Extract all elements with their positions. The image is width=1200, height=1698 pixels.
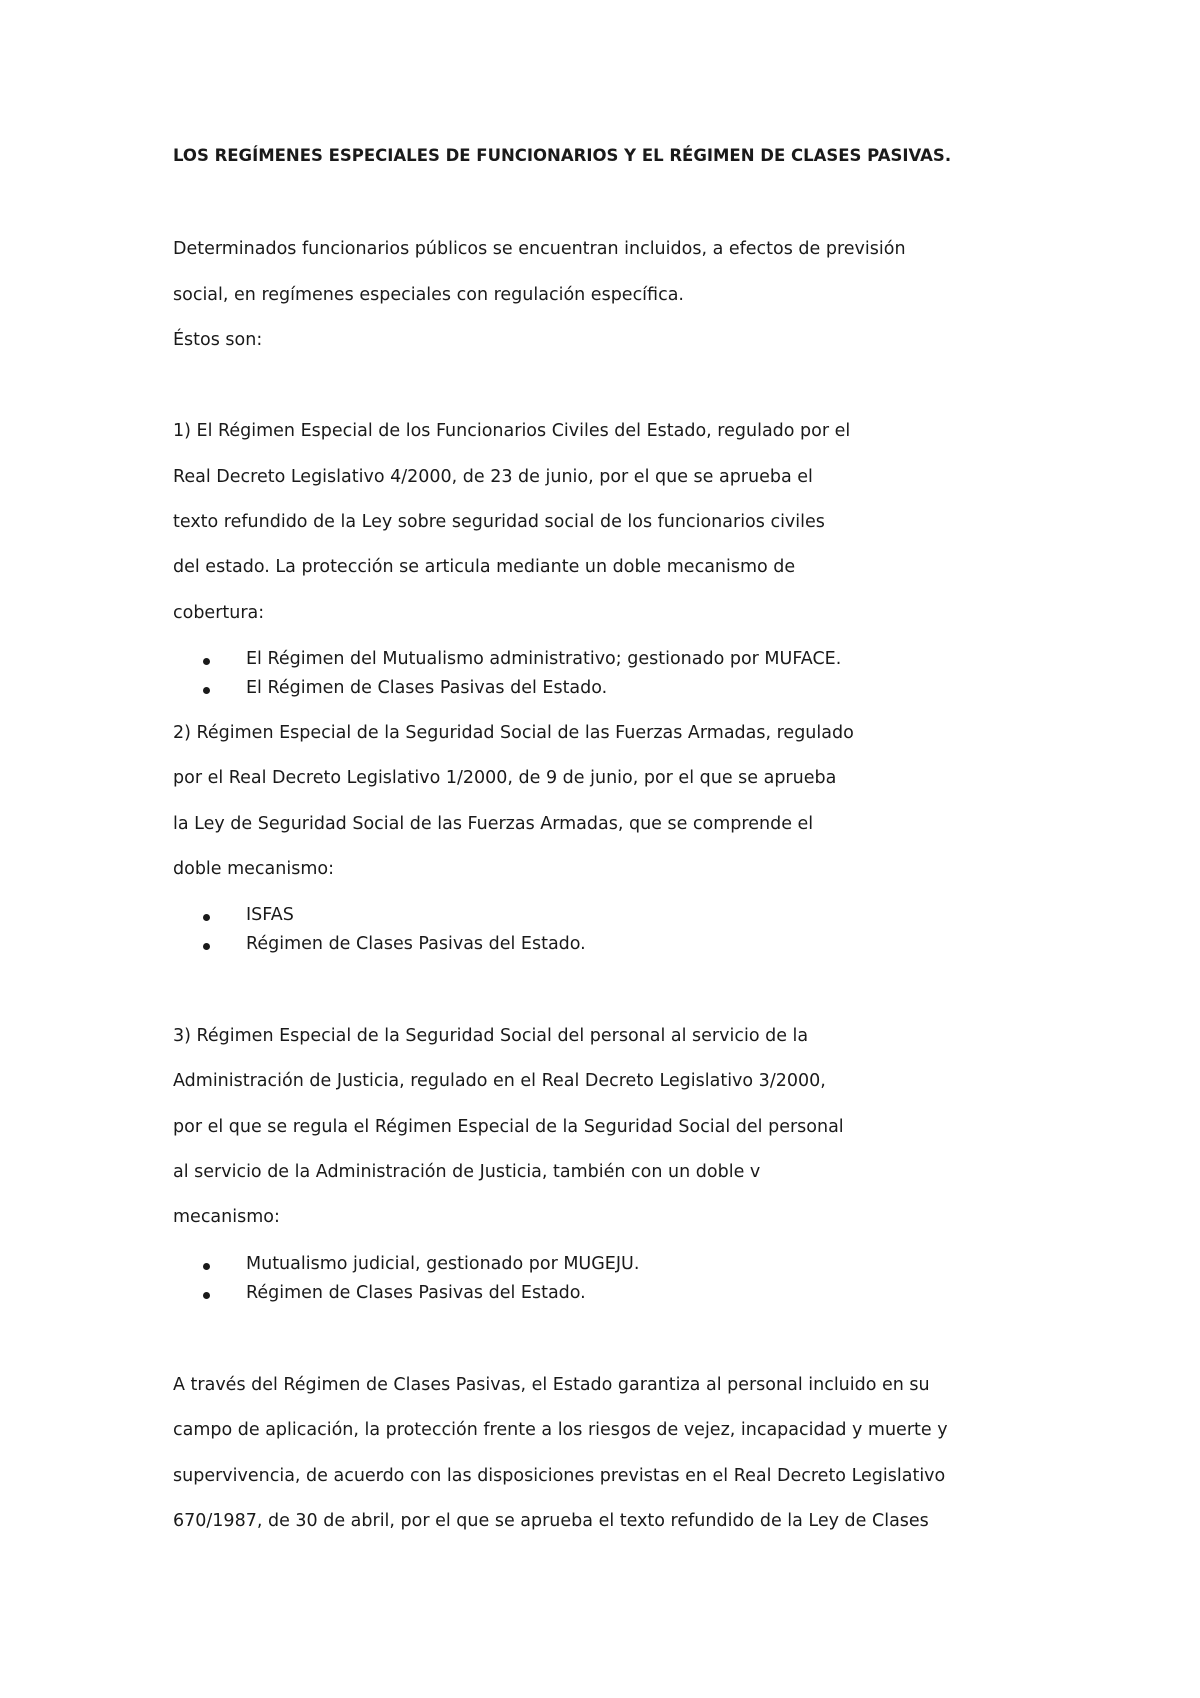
intro-line-2: social, en regímenes especiales con regulación específica. bbox=[173, 285, 684, 305]
section3-line-5: mecanismo: bbox=[173, 1207, 280, 1227]
section1-line-4: del estado. La protección se articula mediante un doble mecanismo de bbox=[173, 557, 796, 577]
intro-line-3: Éstos son: bbox=[173, 330, 263, 350]
section2-line-4: doble mecanismo: bbox=[173, 859, 334, 879]
section2-line-1: 2) Régimen Especial de la Seguridad Social de las Fuerzas Armadas, regulado bbox=[173, 723, 854, 743]
document-title: LOS REGÍMENES ESPECIALES DE FUNCIONARIOS Y EL RÉGIMEN DE CLASES PASIVAS. bbox=[173, 146, 952, 165]
section3-line-2: Administración de Justicia, regulado en el Real Decreto Legislativo 3/2000, bbox=[173, 1071, 826, 1091]
section1-line-1: 1) El Régimen Especial de los Funcionarios Civiles del Estado, regulado por el bbox=[173, 421, 851, 441]
section3-line-1: 3) Régimen Especial de la Seguridad Social del personal al servicio de la bbox=[173, 1026, 809, 1046]
closing-line-4: 670/1987, de 30 de abril, por el que se aprueba el texto refundido de la Ley de Clases bbox=[173, 1511, 929, 1531]
intro-line-1: Determinados funcionarios públicos se encuentran incluidos, a efectos de previsión bbox=[173, 239, 906, 259]
bullet-dot-icon bbox=[203, 914, 210, 921]
bullet-text: Mutualismo judicial, gestionado por MUGEJU. bbox=[246, 1254, 640, 1274]
closing-line-3: supervivencia, de acuerdo con las disposiciones previstas en el Real Decreto Legislativo bbox=[173, 1466, 946, 1486]
bullet-text: Régimen de Clases Pasivas del Estado. bbox=[246, 934, 586, 954]
section2-line-2: por el Real Decreto Legislativo 1/2000, de 9 de junio, por el que se aprueba bbox=[173, 768, 837, 788]
section3-line-4: al servicio de la Administración de Justicia, también con un doble v bbox=[173, 1162, 761, 1182]
bullet-dot-icon bbox=[203, 687, 210, 694]
bullet-text: ISFAS bbox=[246, 905, 294, 925]
bullet-dot-icon bbox=[203, 943, 210, 950]
closing-line-1: A través del Régimen de Clases Pasivas, el Estado garantiza al personal incluido en su bbox=[173, 1375, 930, 1395]
bullet-text: El Régimen del Mutualismo administrativo; gestionado por MUFACE. bbox=[246, 649, 842, 669]
section1-line-2: Real Decreto Legislativo 4/2000, de 23 de junio, por el que se aprueba el bbox=[173, 467, 813, 487]
closing-line-2: campo de aplicación, la protección frente a los riesgos de vejez, incapacidad y muerte y bbox=[173, 1420, 948, 1440]
bullet-text: El Régimen de Clases Pasivas del Estado. bbox=[246, 678, 608, 698]
bullet-dot-icon bbox=[203, 1263, 210, 1270]
section2-line-3: la Ley de Seguridad Social de las Fuerzas Armadas, que se comprende el bbox=[173, 814, 814, 834]
section1-line-3: texto refundido de la Ley sobre seguridad social de los funcionarios civiles bbox=[173, 512, 825, 532]
bullet-text: Régimen de Clases Pasivas del Estado. bbox=[246, 1283, 586, 1303]
section1-line-5: cobertura: bbox=[173, 603, 265, 623]
section3-line-3: por el que se regula el Régimen Especial de la Seguridad Social del personal bbox=[173, 1117, 844, 1137]
bullet-dot-icon bbox=[203, 1292, 210, 1299]
bullet-dot-icon bbox=[203, 658, 210, 665]
